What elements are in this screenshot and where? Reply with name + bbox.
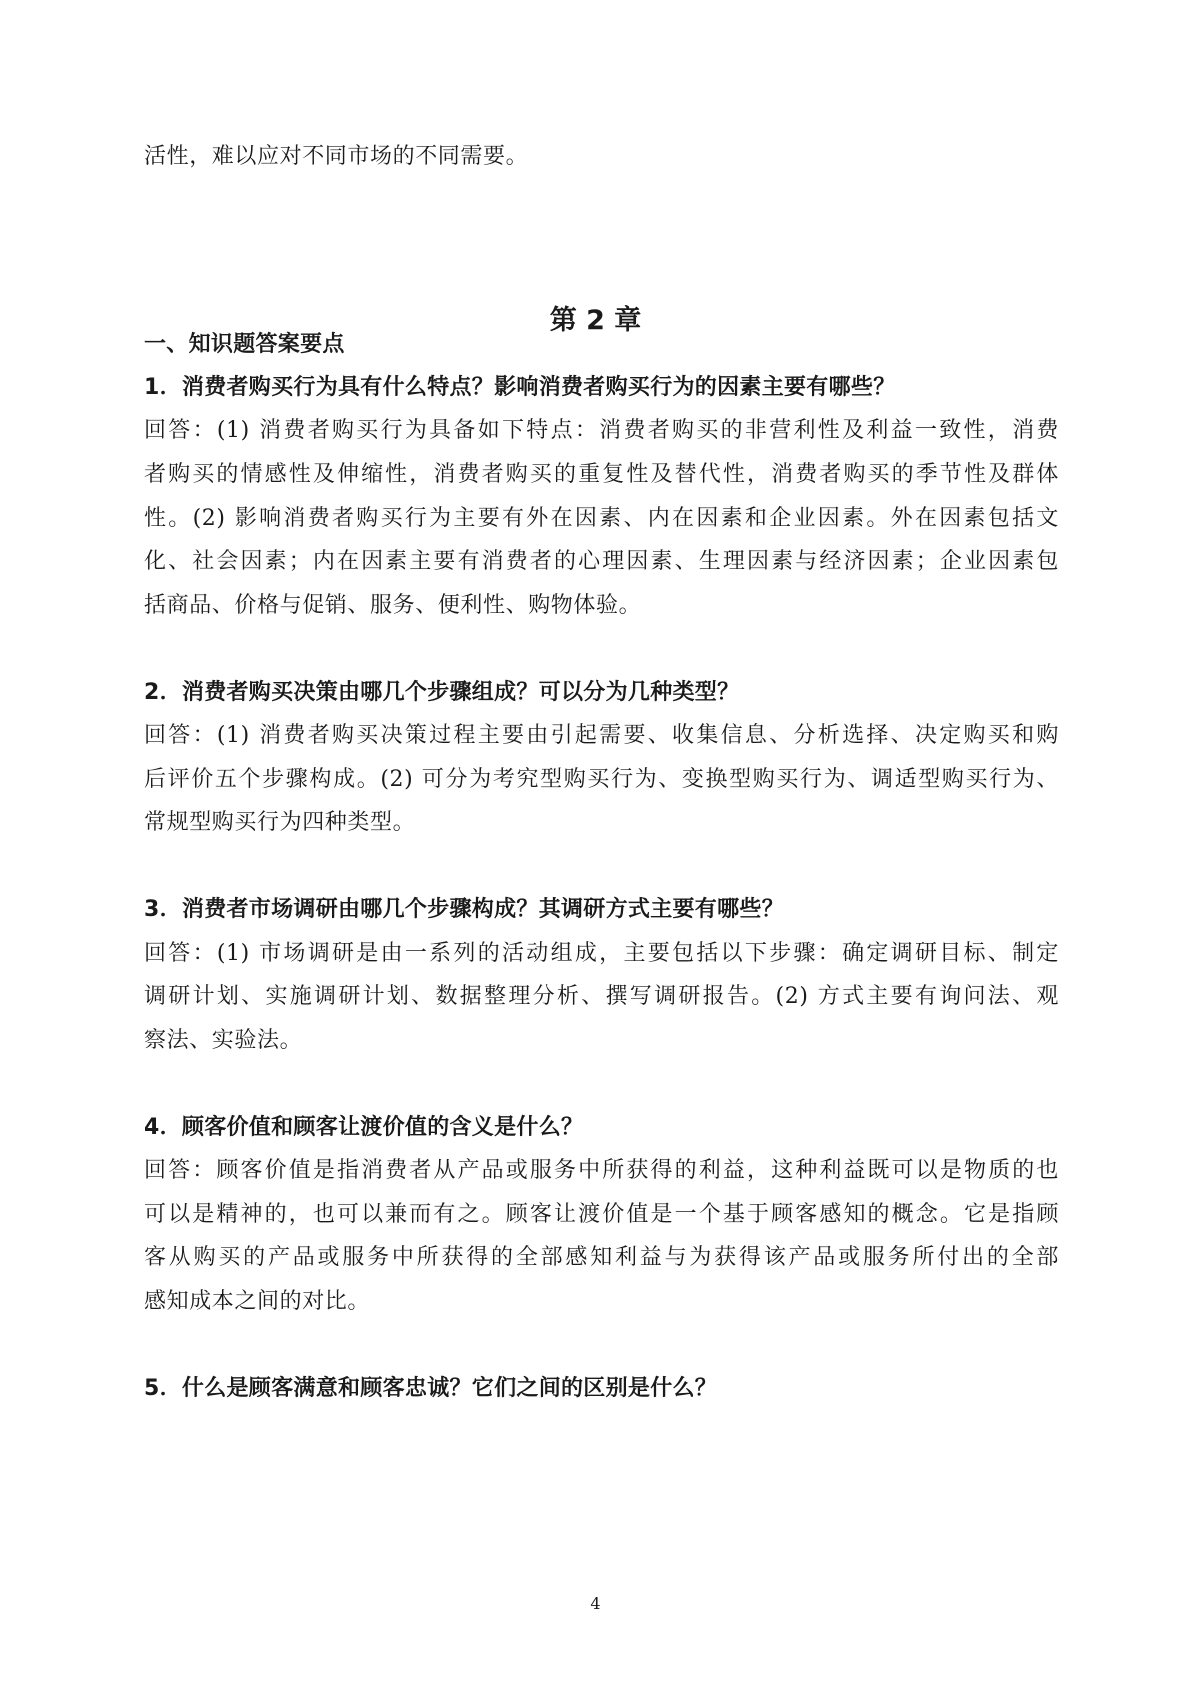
continued-text-line: 活性，难以应对不同市场的不同需要。: [144, 144, 529, 169]
answer-3-line-2: 调研计划、实施调研计划、数据整理分析、撰写调研报告。(2) 方式主要有询问法、观: [144, 984, 1059, 1009]
answer-1-line-2: 者购买的情感性及伸缩性，消费者购买的重复性及替代性，消费者购买的季节性及群体: [144, 462, 1059, 487]
answer-3-line-1: 回答：(1) 市场调研是由一系列的活动组成，主要包括以下步骤：确定调研目标、制定: [144, 941, 1059, 966]
page-number: 4: [590, 1594, 601, 1613]
section-heading: 一、知识题答案要点: [144, 332, 345, 357]
question-5: 5．什么是顾客满意和顾客忠诚？它们之间的区别是什么？: [144, 1376, 718, 1401]
answer-2-line-2: 后评价五个步骤构成。(2) 可分为考究型购买行为、变换型购买行为、调适型购买行为、: [144, 767, 1059, 792]
answer-4-line-3: 客从购买的产品或服务中所获得的全部感知利益与为获得该产品或服务所付出的全部: [144, 1245, 1059, 1270]
question-1: 1．消费者购买行为具有什么特点？影响消费者购买行为的因素主要有哪些？: [144, 375, 896, 400]
answer-1-line-3: 性。(2) 影响消费者购买行为主要有外在因素、内在因素和企业因素。外在因素包括文: [144, 506, 1059, 531]
answer-2-line-3: 常规型购买行为四种类型。: [144, 810, 416, 835]
question-3: 3．消费者市场调研由哪几个步骤构成？其调研方式主要有哪些？: [144, 897, 785, 922]
answer-4-line-1: 回答：顾客价值是指消费者从产品或服务中所获得的利益，这种利益既可以是物质的也: [144, 1158, 1059, 1183]
answer-1-line-5: 括商品、价格与促销、服务、便利性、购物体验。: [144, 593, 642, 618]
question-4: 4．顾客价值和顾客让渡价值的含义是什么？: [144, 1115, 584, 1140]
answer-4-line-2: 可以是精神的，也可以兼而有之。顾客让渡价值是一个基于顾客感知的概念。它是指顾: [144, 1202, 1059, 1227]
answer-2-line-1: 回答：(1) 消费者购买决策过程主要由引起需要、收集信息、分析选择、决定购买和购: [144, 723, 1059, 748]
answer-1-line-4: 化、社会因素；内在因素主要有消费者的心理因素、生理因素与经济因素；企业因素包: [144, 549, 1059, 574]
question-2: 2．消费者购买决策由哪几个步骤组成？可以分为几种类型？: [144, 680, 740, 705]
answer-4-line-4: 感知成本之间的对比。: [144, 1289, 371, 1314]
answer-1-line-1: 回答：(1) 消费者购买行为具备如下特点：消费者购买的非营利性及利益一致性，消费: [144, 418, 1059, 443]
chapter-title: 第 2 章: [549, 305, 642, 336]
answer-3-line-3: 察法、实验法。: [144, 1028, 303, 1053]
